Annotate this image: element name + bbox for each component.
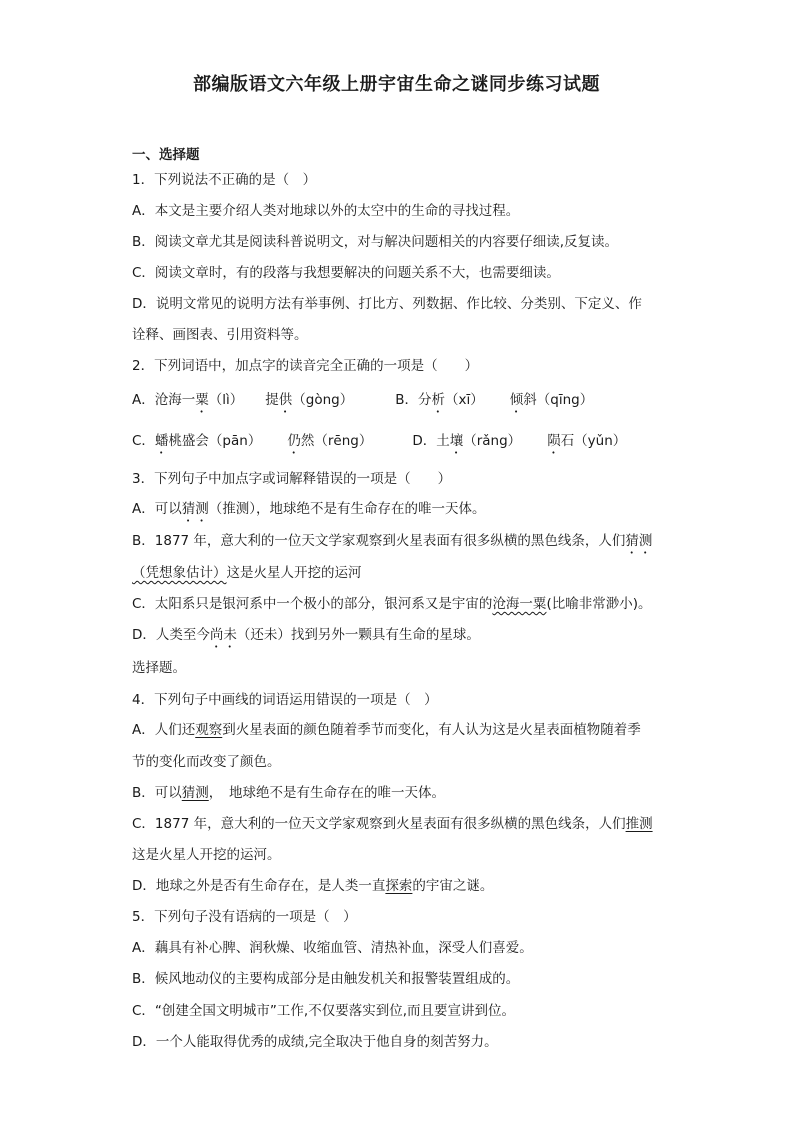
q3-c-rest: (比喻非常渺小)。	[546, 596, 652, 612]
document-title: 部编版语文六年级上册宇宙生命之谜同步练习试题	[193, 74, 600, 95]
q3-c-text: C．太阳系只是银河系中一个极小的部分，银河系又是宇宙的	[132, 596, 493, 612]
question-3-option-a	[132, 499, 486, 525]
q4-c-text: C．1877 年，意大利的一位天文学家观察到火星表面有很多纵横的黑色线条，人们	[132, 816, 626, 832]
q4-d-text: D．地球之外是否有生命存在，是人类一直	[132, 878, 386, 894]
question-5-option-d: D．一个人能取得优秀的成绩,完全取决于他自身的刻苦努力。	[132, 1034, 498, 1050]
q3-a-rest: （推测），地球绝不是有生命存在的唯一天体。	[208, 501, 486, 517]
q2-option-b-text: B．分	[395, 392, 432, 408]
question-4-stem: 4．下列句子中画线的词语运用错误的一项是（ ）	[132, 692, 438, 708]
q4-d-rest: 的宇宙之谜。	[412, 878, 494, 894]
q2-option-a2-pinyin: （gòng）	[292, 392, 354, 408]
question-4-option-b	[132, 783, 445, 803]
q2-option-b-dotted: 析	[431, 392, 445, 408]
question-3-stem: 3．下列句子中加点字或词解释错误的一项是（ ）	[132, 471, 452, 487]
q4-c-underlined: 推测	[625, 816, 653, 832]
note-text: 选择题。	[132, 660, 186, 676]
q4-d-underlined: 探索	[385, 878, 413, 894]
q4-a-underlined: 观察	[195, 722, 223, 738]
question-2-stem: 2．下列词语中，加点字的读音完全正确的一项是（ ）	[132, 358, 479, 374]
q2-option-d-pinyin: （rǎng）	[463, 433, 522, 449]
question-2-options-row-1	[132, 390, 593, 416]
question-1-option-a: A．本文是主要介绍人类对地球以外的太空中的生命的寻找过程。	[132, 203, 520, 219]
question-1-option-b: B．阅读文章尤其是阅读科普说明文，对与解决问题相关的内容要仔细读,反复读。	[132, 234, 619, 250]
q4-b-text: B．可以	[132, 785, 182, 801]
q3-b-rest: 这是火星人开挖的运河	[226, 565, 362, 581]
q2-option-a-pinyin: （lì）	[208, 392, 244, 408]
question-5-option-a: A．藕具有补心脾、润秋燥、收缩血管、清热补血，深受人们喜爱。	[132, 940, 533, 956]
question-3-option-b-cont	[132, 563, 362, 583]
q4-b-rest: ， 地球绝不是有生命存在的唯一天体。	[208, 785, 446, 801]
question-5-option-c: C．“创建全国文明城市”工作,不仅要落实到位,而且要宣讲到位。	[132, 1003, 515, 1019]
q2-option-a-text: A．沧海一	[132, 392, 196, 408]
q3-b-text: B．1877 年，意大利的一位天文学家观察到火星表面有很多纵横的黑色线条，人们	[132, 533, 626, 549]
q2-option-a-dotted: 粟	[195, 392, 209, 408]
q2-option-b2-dotted: 倾	[509, 392, 524, 408]
q2-option-a2-dotted: 供	[278, 392, 293, 408]
q4-b-underlined: 猜测	[181, 785, 209, 801]
q2-option-c-label: C．	[132, 433, 155, 449]
q3-a-dotted: 猜测	[181, 501, 209, 517]
question-4-option-c-cont: 这是火星人开挖的运河。	[132, 847, 281, 863]
q4-a-rest: 到火星表面的颜色随着季节而变化，有人认为这是火星表面植物随着季	[222, 722, 641, 738]
q2-option-d-dotted: 壤	[449, 433, 464, 449]
q2-option-b-pinyin: （xī）	[445, 392, 484, 408]
question-1-stem: 1．下列说法不正确的是（ ）	[132, 172, 317, 188]
question-3-option-d	[132, 625, 480, 651]
section-heading: 一、选择题	[132, 147, 200, 163]
q2-option-c2-dotted: 仍	[287, 433, 301, 449]
q3-a-text: A．可以	[132, 501, 182, 517]
q3-d-rest: （还未）找到另外一颗具有生命的星球。	[236, 627, 480, 643]
question-5-option-b: B．候风地动仪的主要构成部分是由触发机关和报警装置组成的。	[132, 971, 520, 987]
q3-b-dotted: 猜测	[625, 533, 653, 549]
q2-option-c-text: 桃盛会（pān）	[168, 433, 262, 449]
q3-c-wavy: 沧海一粟	[492, 596, 547, 612]
q3-d-text: D．人类至今	[132, 627, 210, 643]
q3-d-dotted: 尚未	[209, 627, 237, 643]
q2-option-c-dotted: 蟠	[154, 433, 169, 449]
question-4-option-a-cont: 节的变化而改变了颜色。	[132, 754, 281, 770]
question-5-stem: 5．下列句子没有语病的一项是（ ）	[132, 909, 357, 925]
q2-option-c2-text: 然（rēng）	[300, 433, 373, 449]
q2-option-d2-dotted: 陨	[547, 433, 561, 449]
q2-option-b2-text: 斜（qīng）	[523, 392, 594, 408]
q4-a-text: A．人们还	[132, 722, 196, 738]
question-3-option-b	[132, 531, 652, 557]
q2-option-a2-text: 提	[265, 392, 279, 408]
question-1-option-d: D．说明文常见的说明方法有举事例、打比方、列数据、作比较、分类别、下定义、作	[132, 296, 642, 312]
q2-option-d-text: D．土	[412, 433, 450, 449]
q2-option-d2-text: 石（yǔn）	[560, 433, 627, 449]
q3-b-wavy: （凭想象估计）	[132, 565, 227, 581]
question-4-option-c	[132, 814, 653, 834]
question-4-option-d	[132, 876, 493, 896]
question-1-option-d-cont: 诠释、画图表、引用资料等。	[132, 327, 308, 343]
question-2-options-row-2	[132, 431, 626, 457]
question-3-option-c	[132, 594, 651, 614]
question-4-option-a	[132, 720, 641, 740]
question-1-option-c: C．阅读文章时，有的段落与我想要解决的问题关系不大，也需要细读。	[132, 265, 560, 281]
